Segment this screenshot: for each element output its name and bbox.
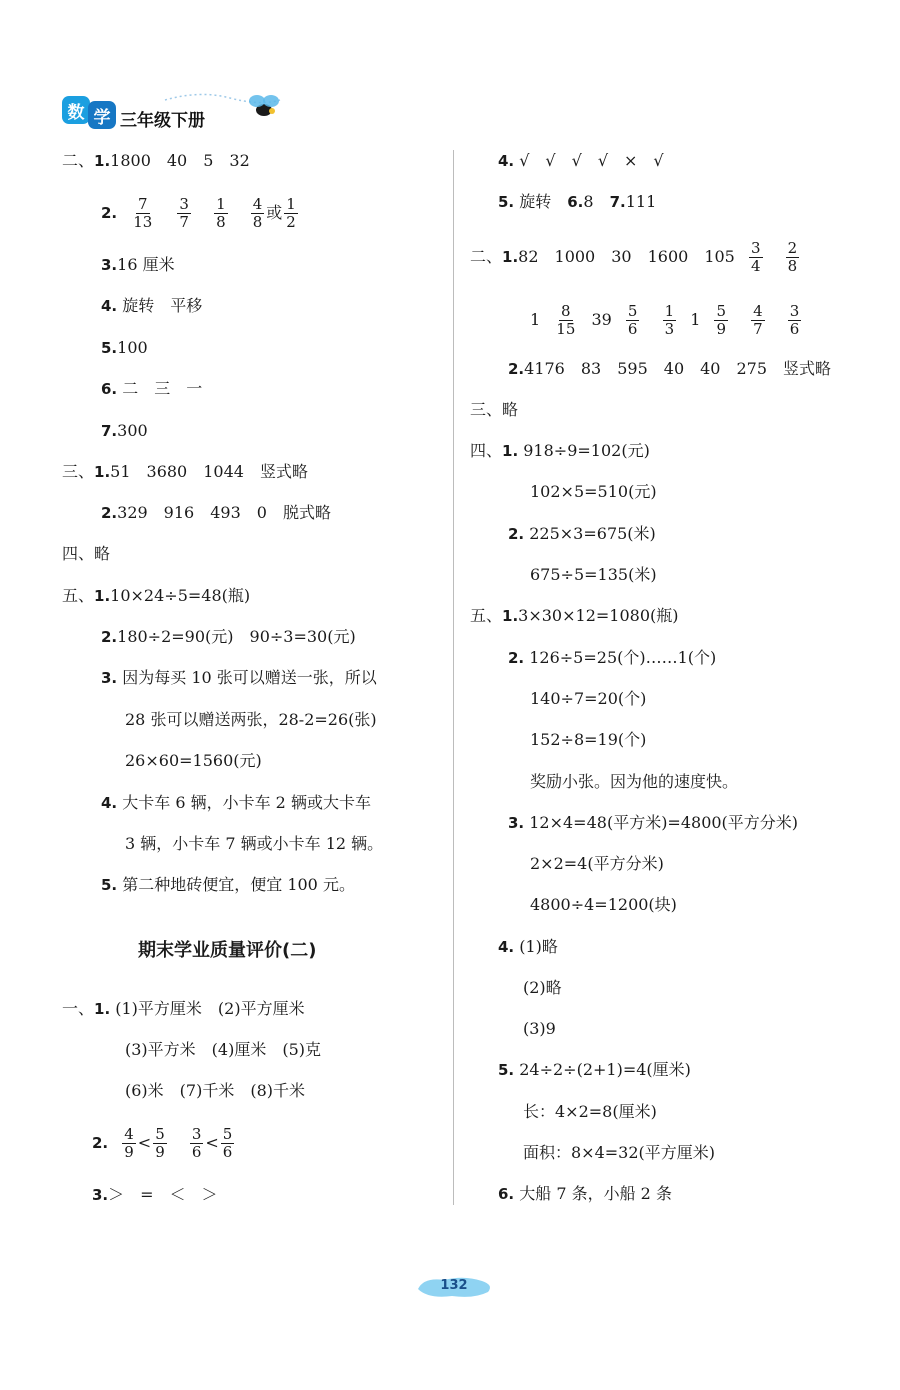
answer-text: 第二种地砖便宜，便宜 100 元。 (122, 875, 355, 894)
right-s5-q5-l2 (523, 1101, 657, 1123)
answer-text: (1)略 (519, 937, 558, 956)
answer-text: 100 (117, 338, 148, 357)
numerator: 8 (561, 302, 571, 320)
left-s2-q6 (101, 378, 202, 400)
right-s4-q1-l2 (530, 481, 657, 503)
numerator: 2 (787, 239, 798, 257)
answer-text: 918÷9=102(元) (523, 441, 650, 460)
bee-decoration-icon (160, 88, 290, 128)
right-s5-q5-l3 (523, 1142, 715, 1164)
section-label: 二、 (62, 151, 95, 170)
question-number: 2. (508, 649, 525, 667)
section-label: 五、 (62, 586, 95, 605)
question-number: 2. (101, 504, 118, 522)
answer-text: (1)平方厘米 (2)平方厘米 (115, 999, 305, 1018)
fraction (714, 303, 728, 338)
answer-text: 675÷5=135(米) (530, 565, 657, 584)
answer-text: 102×5=510(元) (530, 482, 657, 501)
left-s2-q1 (62, 150, 250, 172)
denominator: 3 (664, 320, 675, 338)
right-s5-q3-l3 (530, 894, 677, 916)
right-s5-q3-l2 (530, 853, 664, 875)
question-number: 2. (101, 628, 118, 646)
left-e1-q2 (92, 1126, 243, 1161)
answer-text: 16 厘米 (117, 255, 175, 274)
answer-text: 三、略 (470, 400, 519, 419)
right-s5-q2 (508, 647, 716, 669)
question-number: 5. (101, 876, 118, 894)
answer-text: 24÷2÷(2+1)=4(厘米) (519, 1060, 691, 1079)
question-number: 1. (502, 442, 519, 460)
right-s3 (470, 399, 518, 421)
fraction (284, 196, 298, 231)
answer-text: 旋转 (519, 192, 552, 211)
answer-text: √ √ √ √ × √ (519, 151, 664, 170)
column-divider (453, 150, 454, 1205)
left-s4 (62, 543, 110, 565)
denominator: 6 (789, 320, 800, 338)
question-number: 4. (498, 152, 515, 170)
section-label: 四、 (470, 441, 503, 460)
answer-text: 二 三 一 (122, 379, 203, 398)
left-s5-q3-l3 (125, 750, 262, 772)
left-s5-q5 (101, 874, 355, 896)
question-number: 6. (101, 380, 118, 398)
question-number: 1. (94, 587, 111, 605)
answer-text: 39 (591, 310, 612, 329)
right-s5-q4-l2 (523, 977, 562, 999)
answer-text: 180÷2=90(元) 90÷3=30(元) (117, 627, 356, 646)
question-number: 6. (498, 1185, 515, 1203)
answer-text: 因为每买 10 张可以赠送一张，所以 (122, 668, 377, 687)
left-s5-q4-l2 (125, 833, 383, 855)
fraction (663, 303, 677, 338)
question-number: 2. (101, 204, 118, 222)
answer-text: 面积：8×4=32(平方厘米) (523, 1143, 716, 1162)
answer-text: 3 辆，小卡车 7 辆或小卡车 12 辆。 (125, 834, 384, 853)
answer-text: 152÷8=19(个) (530, 730, 647, 749)
left-s2-q4 (101, 295, 202, 317)
answer-text: 奖励小张。因为他的速度快。 (530, 772, 739, 791)
right-s5-q6 (498, 1183, 672, 1205)
denominator: 15 (556, 320, 576, 338)
answer-text: 四、略 (62, 544, 111, 563)
denominator: 2 (286, 213, 296, 231)
fraction (177, 196, 191, 231)
section-label: 一、 (62, 999, 95, 1018)
question-number: 3. (101, 256, 118, 274)
question-number: 1. (502, 248, 519, 266)
less-than-sign: < (137, 1133, 152, 1152)
numerator: 5 (155, 1125, 165, 1143)
right-s4-q1 (470, 440, 650, 462)
denominator: 9 (124, 1143, 134, 1161)
subject-badge-2: 学 (88, 101, 116, 129)
numerator: 4 (753, 302, 763, 320)
question-number: 4. (101, 794, 118, 812)
left-s2-q3 (101, 254, 175, 276)
numerator: 3 (179, 195, 189, 213)
question-number: 2. (92, 1134, 109, 1152)
grade-label: 三年级下册 (120, 111, 205, 131)
answer-text: 82 1000 30 1600 105 (518, 247, 735, 266)
left-s5-q3 (101, 667, 377, 689)
left-s3-q1 (62, 461, 308, 483)
section-title: 期末学业质量评价(二) (138, 940, 317, 961)
fraction (786, 240, 800, 275)
denominator: 4 (750, 257, 761, 275)
answer-text: (2)略 (523, 978, 562, 997)
numerator: 1 (286, 195, 296, 213)
question-number: 1. (94, 152, 111, 170)
right-s5-q2-l2 (530, 688, 646, 710)
question-number: 1. (94, 1000, 111, 1018)
answer-text: 12×4=48(平方米)=4800(平方分米) (529, 813, 799, 832)
page-number-text: 132 (440, 1278, 468, 1293)
question-number: 3. (508, 814, 525, 832)
right-s5-q3 (508, 812, 798, 834)
numerator: 4 (124, 1125, 134, 1143)
numerator: 1 (216, 195, 226, 213)
denominator: 8 (787, 257, 798, 275)
numerator: 1 (664, 302, 675, 320)
numerator: 4 (252, 195, 263, 213)
left-e1-q3 (92, 1184, 218, 1206)
denominator: 6 (191, 1143, 202, 1161)
answer-text: 300 (117, 421, 148, 440)
question-number: 2. (508, 525, 525, 543)
fraction (190, 1126, 204, 1161)
right-s4-q2-l2 (530, 564, 657, 586)
answer-text: (3)9 (523, 1019, 556, 1038)
answer-text: 26×60=1560(元) (125, 751, 262, 770)
right-s2-q1-l2 (530, 303, 810, 338)
fraction (122, 1126, 136, 1161)
fraction (214, 196, 228, 231)
denominator: 7 (179, 213, 189, 231)
numerator: 3 (789, 302, 800, 320)
right-s5-q5 (498, 1059, 691, 1081)
numerator: 3 (191, 1125, 202, 1143)
answer-text: 28 张可以赠送两张，28-2=26(张) (125, 710, 377, 729)
fraction (554, 303, 577, 338)
question-number: 1. (94, 463, 111, 481)
denominator: 13 (133, 213, 153, 231)
question-number: 5. (101, 339, 118, 357)
denominator: 8 (216, 213, 226, 231)
right-q4 (498, 150, 664, 172)
answer-text: 329 916 493 0 脱式略 (117, 503, 331, 522)
denominator: 6 (627, 320, 638, 338)
fraction (749, 240, 763, 275)
question-number: 4. (101, 297, 118, 315)
answer-text: (3)平方米 (4)厘米 (5)克 (125, 1040, 321, 1059)
answer-text: ＞ = ＜ ＞ (108, 1185, 218, 1204)
numerator: 5 (716, 302, 727, 320)
left-e1-q1-l2 (125, 1039, 321, 1061)
left-s5-q1 (62, 585, 250, 607)
answer-text: 1 (690, 310, 701, 329)
right-s5-q4 (498, 936, 558, 958)
right-s2-q2 (508, 358, 831, 380)
right-s5-q2-l3 (530, 729, 646, 751)
left-e1-q1-l3 (125, 1080, 305, 1102)
right-s4-q2 (508, 523, 656, 545)
fraction (751, 303, 765, 338)
page-number (414, 1275, 494, 1299)
denominator: 9 (155, 1143, 165, 1161)
numerator: 7 (138, 195, 148, 213)
numerator: 5 (627, 302, 638, 320)
numerator: 3 (750, 239, 761, 257)
answer-text: 1 (530, 310, 541, 329)
question-number: 3. (101, 669, 118, 687)
answer-text: 2×2=4(平方分米) (530, 854, 664, 873)
left-s5-q2 (101, 626, 356, 648)
left-e1-q1 (62, 998, 305, 1020)
answer-text: 大船 7 条，小船 2 条 (519, 1184, 672, 1203)
denominator: 8 (252, 213, 263, 231)
answer-text: 4176 83 595 40 40 275 竖式略 (524, 359, 832, 378)
fraction (153, 1126, 167, 1161)
answer-text: 10×24÷5=48(瓶) (110, 586, 251, 605)
fraction (251, 196, 265, 231)
question-number: 6. (567, 193, 584, 211)
question-number: 1. (502, 607, 519, 625)
question-number: 3. (92, 1186, 109, 1204)
answer-text: 大卡车 6 辆，小卡车 2 辆或大卡车 (122, 793, 371, 812)
left-s5-q3-l2 (125, 709, 377, 731)
denominator: 7 (753, 320, 763, 338)
answer-text: 1800 40 5 32 (110, 151, 250, 170)
question-number: 2. (508, 360, 525, 378)
answer-text: 8 (583, 192, 594, 211)
right-s5-q4-l3 (523, 1018, 556, 1040)
denominator: 9 (716, 320, 727, 338)
denominator: 6 (222, 1143, 233, 1161)
answer-text: 4800÷4=1200(块) (530, 895, 677, 914)
right-s2-q1 (470, 240, 808, 275)
answer-text: 140÷7=20(个) (530, 689, 647, 708)
section-label: 二、 (470, 247, 503, 266)
less-than-sign: < (205, 1133, 219, 1152)
section-label: 三、 (62, 462, 95, 481)
left-s2-q7 (101, 420, 148, 442)
fraction (131, 196, 154, 231)
right-s5-q1 (470, 605, 678, 627)
question-number: 7. (101, 422, 118, 440)
section-label: 五、 (470, 606, 503, 625)
answer-text: 126÷5=25(个)……1(个) (529, 648, 717, 667)
answer-text: 旋转 平移 (122, 296, 203, 315)
answer-text: 225×3=675(米) (529, 524, 656, 543)
question-number: 7. (609, 193, 626, 211)
question-number: 4. (498, 938, 515, 956)
left-s2-q2 (101, 196, 307, 231)
subject-badge-1: 数 (62, 96, 90, 124)
left-s3-q2 (101, 502, 331, 524)
answer-text: 3×30×12=1080(瓶) (518, 606, 679, 625)
answer-text: 111 (625, 192, 657, 211)
question-number: 5. (498, 1061, 515, 1079)
left-s5-q4 (101, 792, 371, 814)
question-number: 5. (498, 193, 515, 211)
or-text: 或 (266, 203, 283, 222)
fraction (626, 303, 640, 338)
answer-text: 长：4×2=8(厘米) (523, 1102, 657, 1121)
right-s5-q2-l4 (530, 771, 738, 793)
fraction (788, 303, 802, 338)
book-header (60, 88, 290, 136)
fraction (221, 1126, 235, 1161)
numerator: 5 (222, 1125, 233, 1143)
answer-text: (6)米 (7)千米 (8)千米 (125, 1081, 305, 1100)
left-s2-q5 (101, 337, 148, 359)
right-q5-q7 (498, 191, 656, 213)
answer-text: 51 3680 1044 竖式略 (110, 462, 308, 481)
